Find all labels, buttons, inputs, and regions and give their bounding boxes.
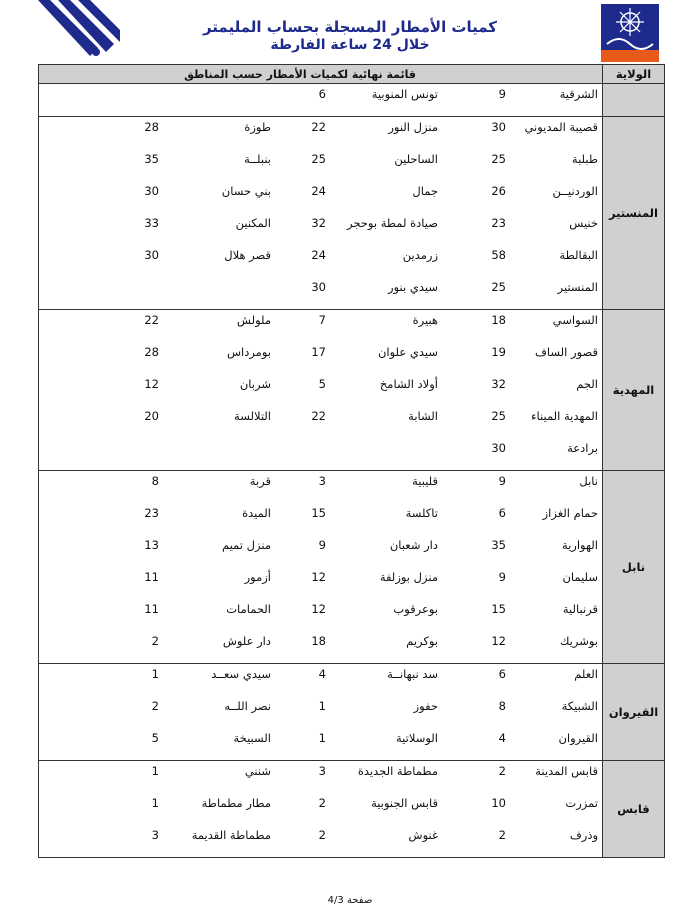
- station-name: الوردنيــن: [552, 184, 598, 198]
- station-name: القيروان: [558, 731, 598, 745]
- station-name: السبيخة: [233, 731, 271, 745]
- rainfall-value: 9: [498, 570, 506, 584]
- table-row: [39, 149, 602, 181]
- table-row: [39, 245, 602, 277]
- rainfall-value: 9: [498, 474, 506, 488]
- table-row: [39, 471, 602, 503]
- station-name: المكنين: [235, 216, 271, 230]
- rainfall-value: 8: [151, 474, 159, 488]
- rainfall-value: 19: [491, 345, 506, 359]
- rainfall-value: 15: [491, 602, 506, 616]
- rainfall-value: 2: [318, 828, 326, 842]
- station-name: سليمان: [562, 570, 598, 584]
- governorate-group: [39, 310, 665, 471]
- rainfall-value: 9: [498, 87, 506, 101]
- rainfall-value: 3: [318, 764, 326, 778]
- table-row: [39, 567, 602, 599]
- station-name: تاكلسة: [405, 506, 438, 520]
- rainfall-value: 4: [318, 667, 326, 681]
- rainfall-value: 9: [318, 538, 326, 552]
- rainfall-value: 12: [144, 377, 159, 391]
- rainfall-value: 22: [144, 313, 159, 327]
- station-name: نابل: [579, 474, 598, 488]
- rainfall-value: 18: [491, 313, 506, 327]
- station-name: وذرف: [569, 828, 598, 842]
- station-name: منزل تميم: [222, 538, 271, 552]
- rainfall-value: 25: [491, 152, 506, 166]
- table-row: [39, 438, 602, 470]
- station-name: بوعرقوب: [393, 602, 438, 616]
- rainfall-value: 6: [498, 667, 506, 681]
- station-name: البقالطة: [559, 248, 598, 262]
- station-name: الجم: [576, 377, 598, 391]
- rainfall-value: 25: [311, 152, 326, 166]
- station-name: السواسي: [552, 313, 598, 327]
- station-name: الحمامات: [226, 602, 271, 616]
- station-name: أزمور: [244, 570, 271, 584]
- group-stations: [39, 664, 603, 761]
- station-name: قربة: [249, 474, 271, 488]
- station-name: برادعة: [567, 441, 598, 455]
- governorate-group: [39, 664, 665, 761]
- station-name: الشبيكة: [561, 699, 598, 713]
- table-row: [39, 761, 602, 793]
- table-row: [39, 342, 602, 374]
- rainfall-value: 30: [491, 441, 506, 455]
- rainfall-value: 7: [318, 313, 326, 327]
- table-row: [39, 793, 602, 825]
- report-subtitle: خلال 24 ساعة الفارطة: [270, 37, 430, 53]
- station-name: غنوش: [408, 828, 438, 842]
- station-name: سيدي بنور: [388, 280, 438, 294]
- governorate-name: القيروان: [603, 664, 665, 761]
- station-name: الشرقية: [559, 87, 598, 101]
- governorate-group: [39, 84, 665, 117]
- institute-logo-icon: [601, 4, 659, 62]
- station-name: خنيس: [569, 216, 598, 230]
- station-name: طوزة: [244, 120, 271, 134]
- station-name: مطماطة الجديدة: [357, 764, 438, 778]
- rainfall-value: 12: [311, 570, 326, 584]
- rainfall-value: 12: [491, 634, 506, 648]
- station-name: أولاد الشامخ: [379, 377, 438, 391]
- station-name: تونس المنوبية: [371, 87, 438, 101]
- rainfall-value: 25: [491, 409, 506, 423]
- table-row: [39, 503, 602, 535]
- group-stations: [39, 471, 603, 664]
- station-name: دار شعبان: [389, 538, 438, 552]
- rainfall-value: 13: [144, 538, 159, 552]
- rainfall-value: 10: [491, 796, 506, 810]
- table-row: [39, 117, 602, 149]
- station-name: بوكريم: [406, 634, 438, 648]
- table-row: [39, 696, 602, 728]
- table-row: [39, 310, 602, 342]
- station-name: سيدي سعــد: [211, 667, 271, 681]
- station-name: قابس المدينة: [535, 764, 598, 778]
- station-name: قصور الساف: [534, 345, 598, 359]
- governorate-name: المهدية: [603, 310, 665, 471]
- rainfall-value: 35: [491, 538, 506, 552]
- station-name: بوشريك: [559, 634, 598, 648]
- rainfall-value: 12: [311, 602, 326, 616]
- rainfall-value: 1: [318, 699, 326, 713]
- station-name: طبلبة: [571, 152, 598, 166]
- rainfall-value: 18: [311, 634, 326, 648]
- station-name: صيادة لمطة بوحجر: [347, 216, 438, 230]
- station-name: هبيرة: [412, 313, 438, 327]
- rainfall-value: 2: [498, 828, 506, 842]
- rainfall-value: 3: [318, 474, 326, 488]
- rainfall-table: [38, 64, 665, 858]
- governorate-name: المنستير: [603, 117, 665, 310]
- station-name: بومرداس: [226, 345, 271, 359]
- rainfall-value: 32: [491, 377, 506, 391]
- group-stations: [39, 761, 603, 858]
- rainfall-value: 30: [144, 248, 159, 262]
- rainfall-value: 6: [498, 506, 506, 520]
- station-name: الوسلاتية: [396, 731, 438, 745]
- rainfall-value: 6: [318, 87, 326, 101]
- table-row: [39, 406, 602, 438]
- station-name: العلم: [574, 667, 598, 681]
- governorate-group: [39, 471, 665, 664]
- rainfall-value: 3: [151, 828, 159, 842]
- station-name: منزل النور: [388, 120, 438, 134]
- rainfall-value: 58: [491, 248, 506, 262]
- station-name: التلالسة: [234, 409, 271, 423]
- governorate-group: [39, 117, 665, 310]
- table-row: [39, 631, 602, 663]
- station-name: سيدي علوان: [377, 345, 438, 359]
- station-name: الهوارية: [561, 538, 598, 552]
- rainfall-value: 28: [144, 345, 159, 359]
- rainfall-value: 1: [318, 731, 326, 745]
- station-name: حفوز: [413, 699, 438, 713]
- station-name: ملولش: [236, 313, 271, 327]
- rainfall-value: 22: [311, 409, 326, 423]
- governorate-column-header: الولاية: [603, 65, 665, 84]
- station-name: تمزرت: [565, 796, 598, 810]
- rainfall-value: 23: [491, 216, 506, 230]
- rainfall-value: 4: [498, 731, 506, 745]
- decorative-stripes: [0, 0, 120, 60]
- rainfall-value: 15: [311, 506, 326, 520]
- group-stations: [39, 84, 603, 117]
- table-row: [39, 664, 602, 696]
- rainfall-value: 2: [151, 634, 159, 648]
- station-name: قابس الجنوبية: [371, 796, 438, 810]
- station-name: قليبية: [412, 474, 438, 488]
- rainfall-value: 23: [144, 506, 159, 520]
- table-row: [39, 277, 602, 309]
- station-name: نصر اللــه: [224, 699, 271, 713]
- rainfall-value: 1: [151, 667, 159, 681]
- table-row: [39, 728, 602, 760]
- table-body: [39, 84, 665, 858]
- rainfall-value: 2: [498, 764, 506, 778]
- governorate-group: [39, 761, 665, 858]
- rainfall-value: 33: [144, 216, 159, 230]
- table-row: [39, 535, 602, 567]
- group-stations: [39, 117, 603, 310]
- table-row: [39, 181, 602, 213]
- station-name: جمال: [412, 184, 438, 198]
- rainfall-value: 11: [144, 602, 159, 616]
- rainfall-value: 30: [491, 120, 506, 134]
- station-name: مطماطة القديمة: [191, 828, 271, 842]
- station-name: قصر هلال: [224, 248, 271, 262]
- station-name: قصيبة المديوني: [524, 120, 598, 134]
- station-name: زرمدين: [402, 248, 438, 262]
- station-name: شربان: [239, 377, 271, 391]
- rainfall-value: 20: [144, 409, 159, 423]
- page-number: صفحة 4/3: [327, 895, 373, 906]
- group-stations: [39, 310, 603, 471]
- rainfall-value: 35: [144, 152, 159, 166]
- station-name: الشابة: [408, 409, 438, 423]
- station-name: دار علوش: [222, 634, 271, 648]
- rainfall-value: 25: [491, 280, 506, 294]
- rainfall-value: 5: [318, 377, 326, 391]
- rainfall-value: 30: [311, 280, 326, 294]
- rainfall-value: 32: [311, 216, 326, 230]
- rainfall-value: 2: [151, 699, 159, 713]
- report-title: كميات الأمطار المسجلة بحساب المليمتر: [202, 18, 498, 36]
- table-row: [39, 825, 602, 857]
- rainfall-value: 26: [491, 184, 506, 198]
- station-name: مطار مطماطة: [201, 796, 271, 810]
- rainfall-value: 5: [151, 731, 159, 745]
- table-row: [39, 213, 602, 245]
- governorate-name: [603, 84, 665, 117]
- table-header-row: [39, 65, 665, 84]
- list-title: قائمة نهائية لكميات الأمطار حسب المناطق: [39, 65, 603, 84]
- station-name: الساحلين: [394, 152, 438, 166]
- station-name: شنني: [244, 764, 271, 778]
- rainfall-value: 1: [151, 764, 159, 778]
- station-name: منزل بوزلفة: [379, 570, 438, 584]
- governorate-name: نابل: [603, 471, 665, 664]
- station-name: المنستير: [557, 280, 598, 294]
- station-name: بنبلــة: [244, 152, 271, 166]
- station-name: حمام الغزاز: [542, 506, 598, 520]
- rainfall-value: 28: [144, 120, 159, 134]
- station-name: قرنبالية: [562, 602, 598, 616]
- rainfall-value: 11: [144, 570, 159, 584]
- rainfall-value: 1: [151, 796, 159, 810]
- station-name: المهدية الميناء: [531, 409, 598, 423]
- table-row: [39, 599, 602, 631]
- table-row: [39, 374, 602, 406]
- rainfall-value: 8: [498, 699, 506, 713]
- station-name: بني حسان: [221, 184, 271, 198]
- rainfall-value: 24: [311, 184, 326, 198]
- rainfall-value: 22: [311, 120, 326, 134]
- governorate-name: قابس: [603, 761, 665, 858]
- rainfall-value: 17: [311, 345, 326, 359]
- station-name: الميدة: [242, 506, 271, 520]
- station-name: سد نبهانــة: [387, 667, 438, 681]
- rainfall-value: 24: [311, 248, 326, 262]
- rainfall-value: 2: [318, 796, 326, 810]
- table-row: [39, 84, 602, 116]
- rainfall-value: 30: [144, 184, 159, 198]
